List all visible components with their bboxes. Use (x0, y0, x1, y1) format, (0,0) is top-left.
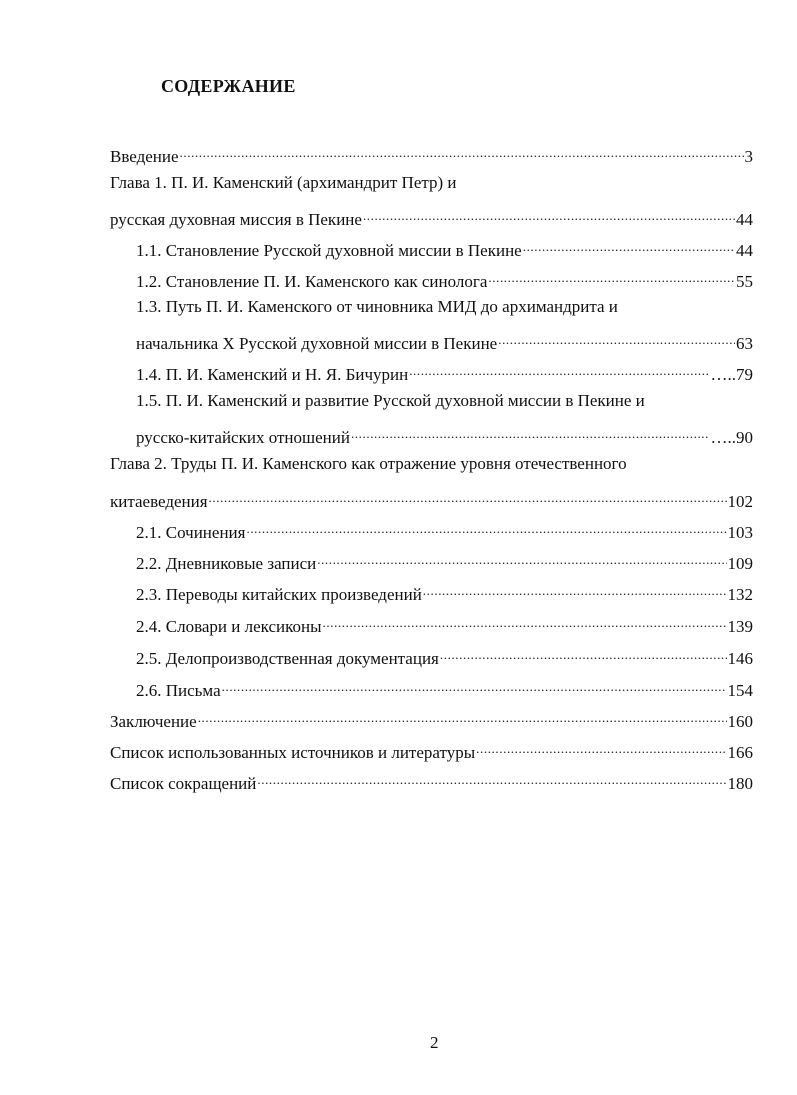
toc-entry-page: 160 (727, 712, 753, 731)
toc-entry-chapter-2[interactable] (110, 485, 753, 511)
page-title: СОДЕРЖАНИЕ (161, 76, 296, 96)
toc-entry-label: Глава 1. П. И. Каменский (архимандрит Петр) и (110, 173, 457, 192)
toc-entry-label: русско-китайских отношений (136, 428, 350, 447)
toc-entry-label: 1.5. П. И. Каменский и развитие Русской духовной миссии в Пекине и (136, 391, 645, 410)
toc-entry-section-2-5[interactable] (136, 642, 753, 668)
dot-leader (351, 421, 710, 443)
toc-entry-section-1-4[interactable] (136, 358, 753, 384)
toc-entry-label: 2.6. Письма (136, 681, 221, 700)
toc-entry-label: Список использованных источников и литературы (110, 743, 476, 762)
toc-entry-section-2-3[interactable] (136, 578, 753, 604)
toc-entry-section-1-1[interactable] (136, 234, 753, 260)
dot-leader (498, 327, 735, 349)
toc-entry-label: 2.4. Словари и лексиконы (136, 617, 322, 636)
toc-entry-label: китаеведения (110, 492, 208, 511)
dot-leader (488, 265, 735, 287)
dot-leader (523, 234, 735, 256)
toc-entry-label: Список сокращений (110, 774, 257, 793)
toc-entry-chapter-1-line-1[interactable] (110, 172, 753, 194)
dot-leader (222, 674, 727, 696)
toc-entry-page: …..79 (710, 365, 753, 384)
toc-entry-chapter-2-line-1[interactable] (110, 453, 753, 475)
toc-entry-page: 103 (727, 523, 753, 542)
toc-entry-page: 102 (727, 492, 753, 511)
toc-entry-label: 1.1. Становление Русской духовной миссии в Пекине (136, 241, 522, 260)
dot-leader (246, 516, 726, 538)
toc-entry-page: 55 (736, 272, 753, 291)
dot-leader (257, 767, 726, 789)
dot-leader (198, 705, 727, 727)
toc-entry-label: 1.2. Становление П. И. Каменского как синолога (136, 272, 488, 291)
dot-leader (317, 547, 726, 569)
toc-entry-page: …..90 (710, 428, 753, 447)
toc-entry-page: 44 (736, 241, 753, 260)
toc-entry-section-2-4[interactable] (136, 610, 753, 636)
toc-entry-section-1-3[interactable] (136, 327, 753, 353)
dot-leader (363, 203, 735, 225)
toc-entry-chapter-1[interactable] (110, 203, 753, 229)
dot-leader (180, 140, 744, 162)
toc-entry-label: 2.1. Сочинения (136, 523, 246, 542)
toc-entry-section-2-2[interactable] (136, 547, 753, 573)
toc-entry-page: 154 (727, 681, 753, 700)
toc-entry-section-2-1[interactable] (136, 516, 753, 542)
toc-entry-page: 139 (727, 617, 753, 636)
dot-leader (209, 485, 727, 507)
toc-entry-bibliography[interactable] (110, 736, 753, 762)
toc-entry-label: 2.2. Дневниковые записи (136, 554, 317, 573)
dot-leader (440, 642, 727, 664)
toc-entry-label: 1.4. П. И. Каменский и Н. Я. Бичурин (136, 365, 409, 384)
toc-entry-page: 166 (727, 743, 753, 762)
toc-entry-label: 1.3. Путь П. И. Каменского от чиновника МИД до архимандрита и (136, 297, 618, 316)
toc-entry-page: 109 (727, 554, 753, 573)
toc-entry-page: 132 (727, 585, 753, 604)
toc-entry-label: 2.5. Делопроизводственная документация (136, 649, 439, 668)
toc-entry-label: Введение (110, 147, 179, 166)
toc-entry-page: 3 (744, 147, 753, 166)
toc-entry-conclusion[interactable] (110, 705, 753, 731)
toc-entry-page: 63 (736, 334, 753, 353)
toc-entry-label: Глава 2. Труды П. И. Каменского как отражение уровня отечественного (110, 454, 627, 473)
toc-entry-section-1-5-line-1[interactable] (136, 390, 753, 412)
toc-entry-label: 2.3. Переводы китайских произведений (136, 585, 422, 604)
toc-entry-page: 44 (736, 210, 753, 229)
toc-entry-introduction[interactable] (110, 140, 753, 166)
toc-entry-label: русская духовная миссия в Пекине (110, 210, 362, 229)
toc-entry-section-1-2[interactable] (136, 265, 753, 291)
dot-leader (323, 610, 727, 632)
page-number: 2 (430, 1033, 439, 1052)
toc-entry-label: Заключение (110, 712, 197, 731)
toc-entry-abbreviations[interactable] (110, 767, 753, 793)
toc-entry-label: начальника X Русской духовной миссии в Пекине (136, 334, 498, 353)
toc-entry-section-1-5[interactable] (136, 421, 753, 447)
toc-entry-section-2-6[interactable] (136, 674, 753, 700)
dot-leader (409, 358, 709, 380)
toc-entry-page: 146 (727, 649, 753, 668)
toc-entry-page: 180 (727, 774, 753, 793)
dot-leader (423, 578, 727, 600)
toc-entry-section-1-3-line-1[interactable] (136, 296, 753, 318)
dot-leader (476, 736, 726, 758)
